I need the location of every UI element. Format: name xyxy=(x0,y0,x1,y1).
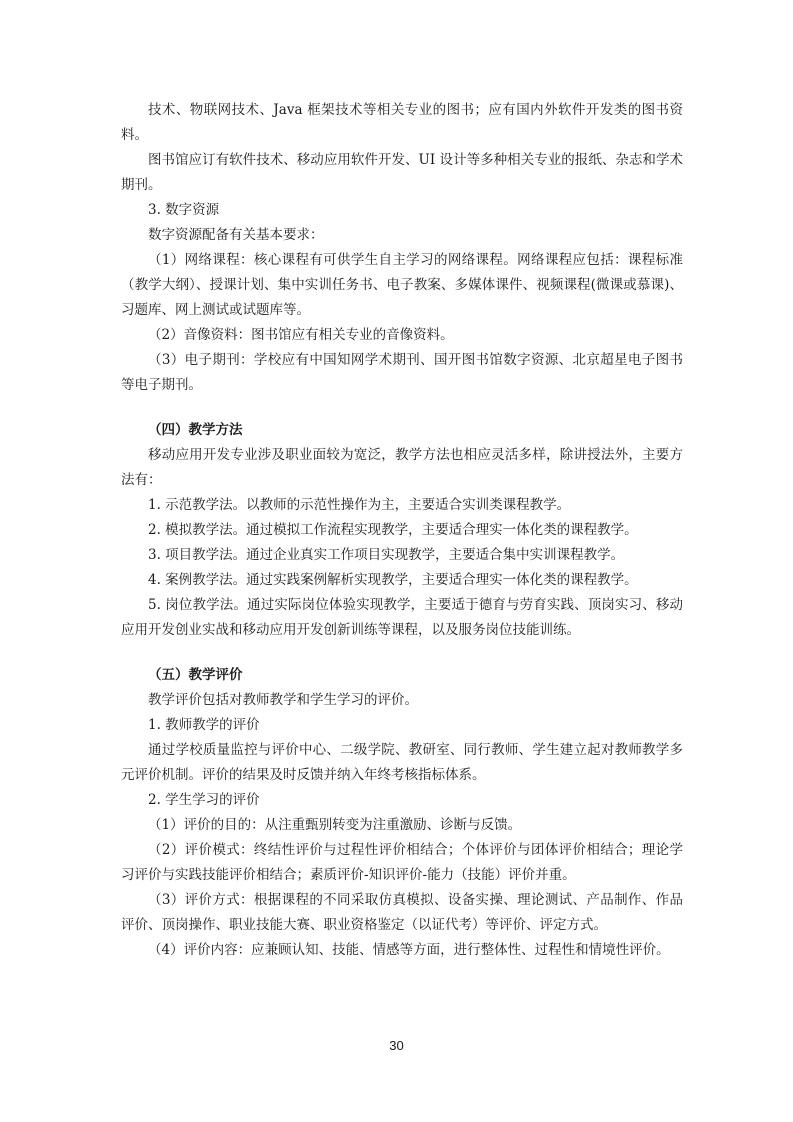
page-number: 30 xyxy=(389,1038,404,1053)
paragraph: 教学评价包括对教师教学和学生学习的评价。 xyxy=(148,692,418,708)
section-gap xyxy=(121,398,683,418)
paragraph: 3. 数字资源 xyxy=(148,202,220,218)
paragraph: 1. 示范教学法。以教师的示范性操作为主，主要适合实训类课程教学。 xyxy=(148,497,571,513)
body-text xyxy=(121,98,683,963)
section-gap xyxy=(121,643,683,663)
paragraph: 5. 岗位教学法。通过实际岗位体验实现教学，主要适于德育与劳育实践、顶岗实习、移动应用开发创业实战和移动应用开发创新训练等课程，以及服务岗位技能训练。 xyxy=(121,597,683,638)
paragraph: （1）网络课程：核心课程有可供学生自主学习的网络课程。网络课程应包括：课程标准（教学大纲）、授课计划、集中实训任务书、电子教案、多媒体课件、视频课程(微课或慕课)、习题库、网上测试或试题库等。 xyxy=(121,252,683,318)
paragraph: 4. 案例教学法。通过实践案例解析实现教学，主要适合理实一体化类的课程教学。 xyxy=(148,572,638,588)
paragraph: 技术、物联网技术、Java 框架技术等相关专业的图书；应有国内外软件开发类的图书资料。 xyxy=(121,102,683,143)
paragraph: （1）评价的目的：从注重甄别转变为注重激励、诊断与反馈。 xyxy=(148,817,522,833)
paragraph: 3. 项目教学法。通过企业真实工作项目实现教学，主要适合集中实训课程教学。 xyxy=(148,547,625,563)
paragraph: 2. 学生学习的评价 xyxy=(148,792,260,808)
paragraph: （2）评价模式：终结性评价与过程性评价相结合；个体评价与团体评价相结合；理论学习评价与实践技能评价相结合；素质评价-知识评价-能力（技能）评价并重。 xyxy=(121,842,683,883)
paragraph: （4）评价内容：应兼顾认知、技能、情感等方面，进行整体性、过程性和情境性评价。 xyxy=(148,942,670,958)
paragraph: 1. 教师教学的评价 xyxy=(148,717,260,733)
paragraph: （3）电子期刊：学校应有中国知网学术期刊、国开图书馆数字资源、北京超星电子图书等电子期刊。 xyxy=(121,352,683,393)
paragraph: 图书馆应订有软件技术、移动应用软件开发、UI 设计等多种相关专业的报纸、杂志和学术期刊。 xyxy=(121,152,683,193)
paragraph: （3）评价方式：根据课程的不同采取仿真模拟、设备实操、理论测试、产品制作、作品评价、顶岗操作、职业技能大赛、职业资格鉴定（以证代考）等评价、评定方式。 xyxy=(121,892,683,933)
paragraph: 通过学校质量监控与评价中心、二级学院、教研室、同行教师、学生建立起对教师教学多元评价机制。评价的结果及时反馈并纳入年终考核指标体系。 xyxy=(121,742,683,783)
paragraph: 移动应用开发专业涉及职业面较为宽泛，教学方法也相应灵活多样，除讲授法外，主要方法有： xyxy=(121,447,683,488)
section-heading: （五）教学评价 xyxy=(148,667,243,683)
paragraph: 2. 模拟教学法。通过模拟工作流程实现教学，主要适合理实一体化类的课程教学。 xyxy=(148,522,638,538)
section-heading: （四）教学方法 xyxy=(148,422,243,438)
paragraph: 数字资源配备有关基本要求： xyxy=(148,227,324,243)
paragraph: （2）音像资料：图书馆应有相关专业的音像资料。 xyxy=(148,327,454,343)
